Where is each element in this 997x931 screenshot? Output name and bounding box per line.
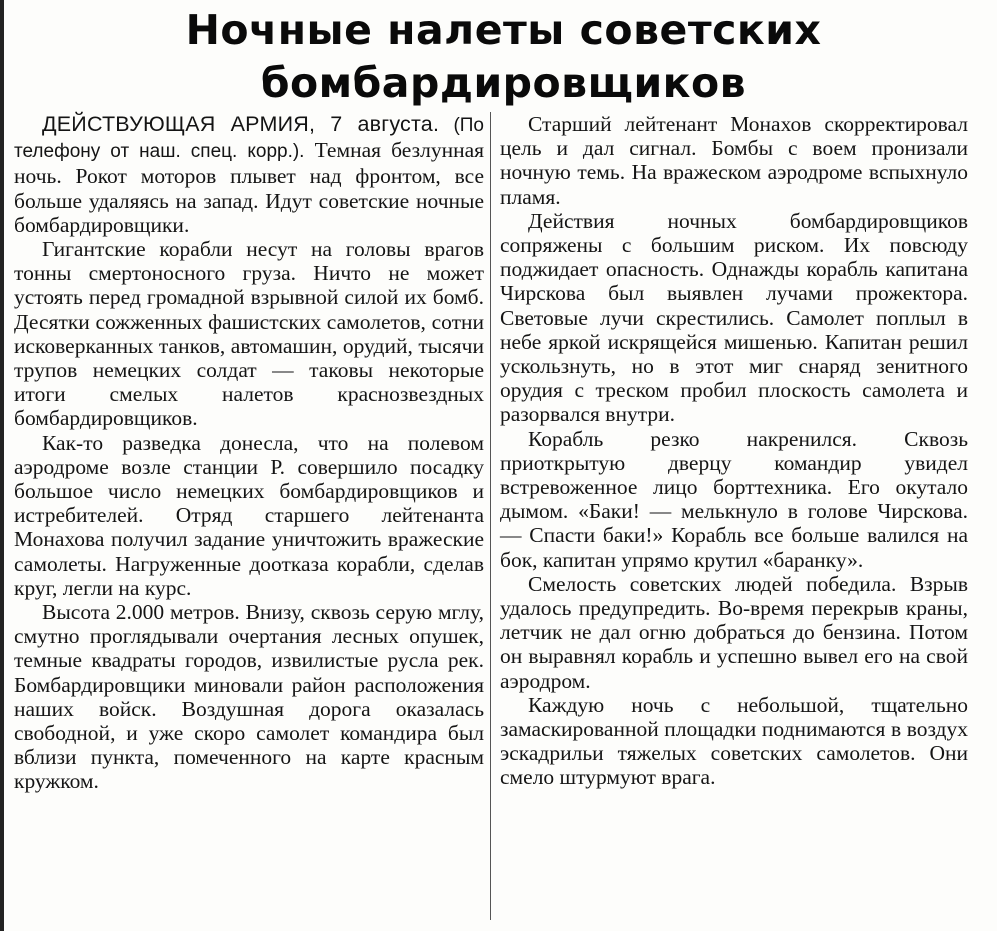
article-headline xyxy=(20,4,987,110)
paragraph: Гигантские корабли несут на головы врагов тонны смертоносного груза. Ничто не может устоять перед громадной взрывной силой их бомб. Десятки сожженных фашистских самолетов, сотни исковерканных танков, автомашин, орудий, тысячи трупов немецких солдат — таковы некоторые итоги смелых налетов краснозвездных бомбардировщиков. xyxy=(14,237,484,431)
paragraph xyxy=(14,112,484,237)
headline-line-1: Ночные налеты советских xyxy=(185,6,822,54)
paragraph: Корабль резко накренился. Сквозь приоткрытую дверцу командир увидел встревоженное лицо борттехника. Его окутало дымом. «Баки! — мелькнуло в голове Чирскова. — Спасти баки!» Корабль все больше валился на бок, капитан упрямо крутил «баранку». xyxy=(500,426,968,572)
paragraph: Каждую ночь с небольшой, тщательно замаскированной площадки поднимаются в воздух эскадрильи тяжелых советских самолетов. Они смело штурмуют врага. xyxy=(500,692,968,790)
paragraph: Как-то разведка донесла, что на полевом аэродроме возле станции Р. совершило посадку большое число немецких бомбардировщиков и истребителей. Отряд старшего лейтенанта Монахова получил задание уничтожить вражеские самолеты. Нагруженные доотказа корабли, сделав круг, легли на курс. xyxy=(14,430,484,600)
dateline-place: ДЕЙСТВУЮЩАЯ АРМИЯ, 7 августа. xyxy=(42,112,440,136)
dateline-source: (По телефону от наш. спец. корр.). xyxy=(14,115,484,163)
left-column xyxy=(14,112,484,794)
paragraph: Действия ночных бомбардировщиков сопряжены с большим риском. Их повсюду поджидает опасность. Однажды корабль капитана Чирскова был выявлен лучами прожектора. Световые лучи скрестились. Самолет поплыл в небе яркой искрящейся мишенью. Капитан решил ускользнуть, но в этот миг снаряд зенитного орудия с треском пробил плоскость самолета и разорвался внутри. xyxy=(500,208,968,427)
headline-line-2: бомбардировщиков xyxy=(260,59,747,107)
column-divider xyxy=(490,112,491,920)
paragraph-text: Темная безлунная ночь. Рокот моторов плывет над фронтом, все больше удаляясь на запад. Идут советские ночные бомбардировщики. xyxy=(14,138,485,237)
scan-edge xyxy=(0,0,4,931)
right-column xyxy=(500,112,968,790)
paragraph: Высота 2.000 метров. Внизу, сквозь серую мглу, смутно проглядывали очертания лесных опушек, темные квадраты городов, извилистые русла рек. Бомбардировщики миновали район расположения наших войск. Воздушная дорога оказалась свободной, и уже скоро самолет командира был вблизи пункта, помеченного на карте красным кружком. xyxy=(14,600,484,794)
paragraph: Смелость советских людей победила. Взрыв удалось предупредить. Во-время перекрыв краны, летчик не дал огню добраться до бензина. Потом он выравнял корабль и успешно вывел его на свой аэродром. xyxy=(500,571,968,693)
paragraph: Старший лейтенант Монахов скорректировал цель и дал сигнал. Бомбы с воем пронизали ночную темь. На вражеском аэродроме вспыхнуло пламя. xyxy=(500,112,968,209)
